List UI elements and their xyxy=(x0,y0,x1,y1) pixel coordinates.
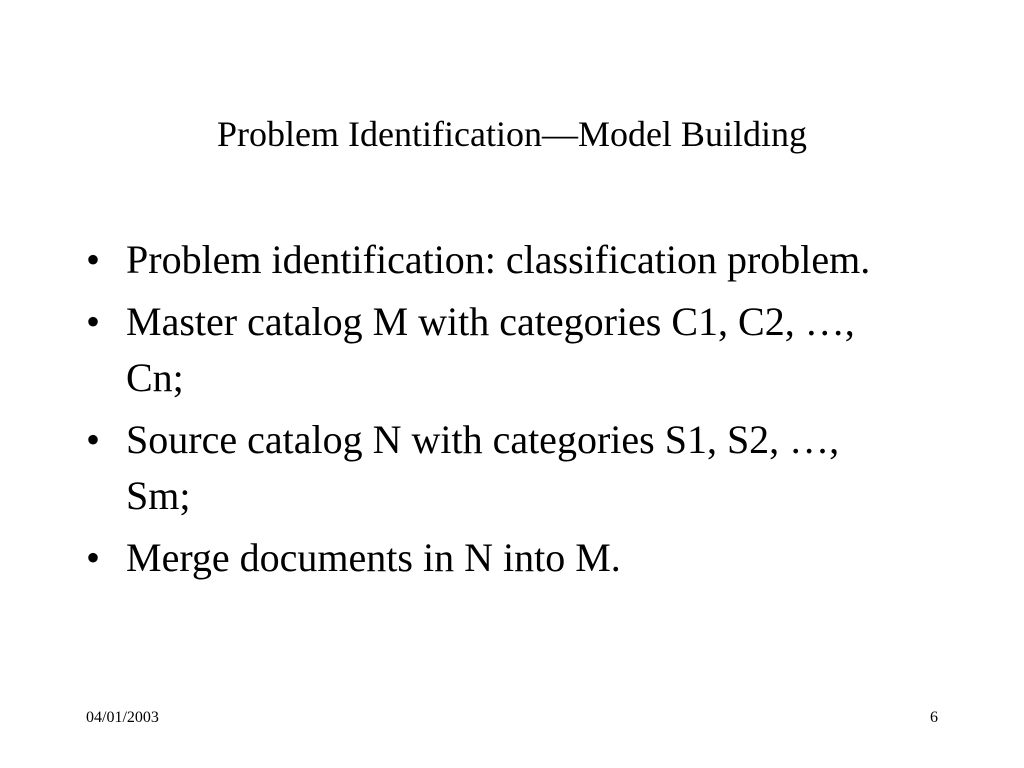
bullet-marker: • xyxy=(86,417,101,462)
footer-date: 04/01/2003 xyxy=(86,709,159,726)
bullet-item xyxy=(86,294,906,406)
bullet-text: Master catalog M with categories C1, C2, …, Cn; xyxy=(126,299,855,400)
bullet-item xyxy=(86,412,906,524)
bullet-marker: • xyxy=(86,535,101,580)
bullet-text: Problem identification: classification problem. xyxy=(126,237,871,282)
bullet-text: Merge documents in N into M. xyxy=(126,535,621,580)
slide-title: Problem Identification—Model Building xyxy=(217,114,807,154)
bullet-item xyxy=(86,232,906,288)
page-number: 6 xyxy=(930,709,938,726)
bullet-item xyxy=(86,530,906,586)
bullet-text: Source catalog N with categories S1, S2, …, Sm; xyxy=(126,417,840,518)
bullet-marker: • xyxy=(86,299,101,344)
bullet-marker: • xyxy=(86,237,101,282)
bullet-list xyxy=(86,232,906,592)
